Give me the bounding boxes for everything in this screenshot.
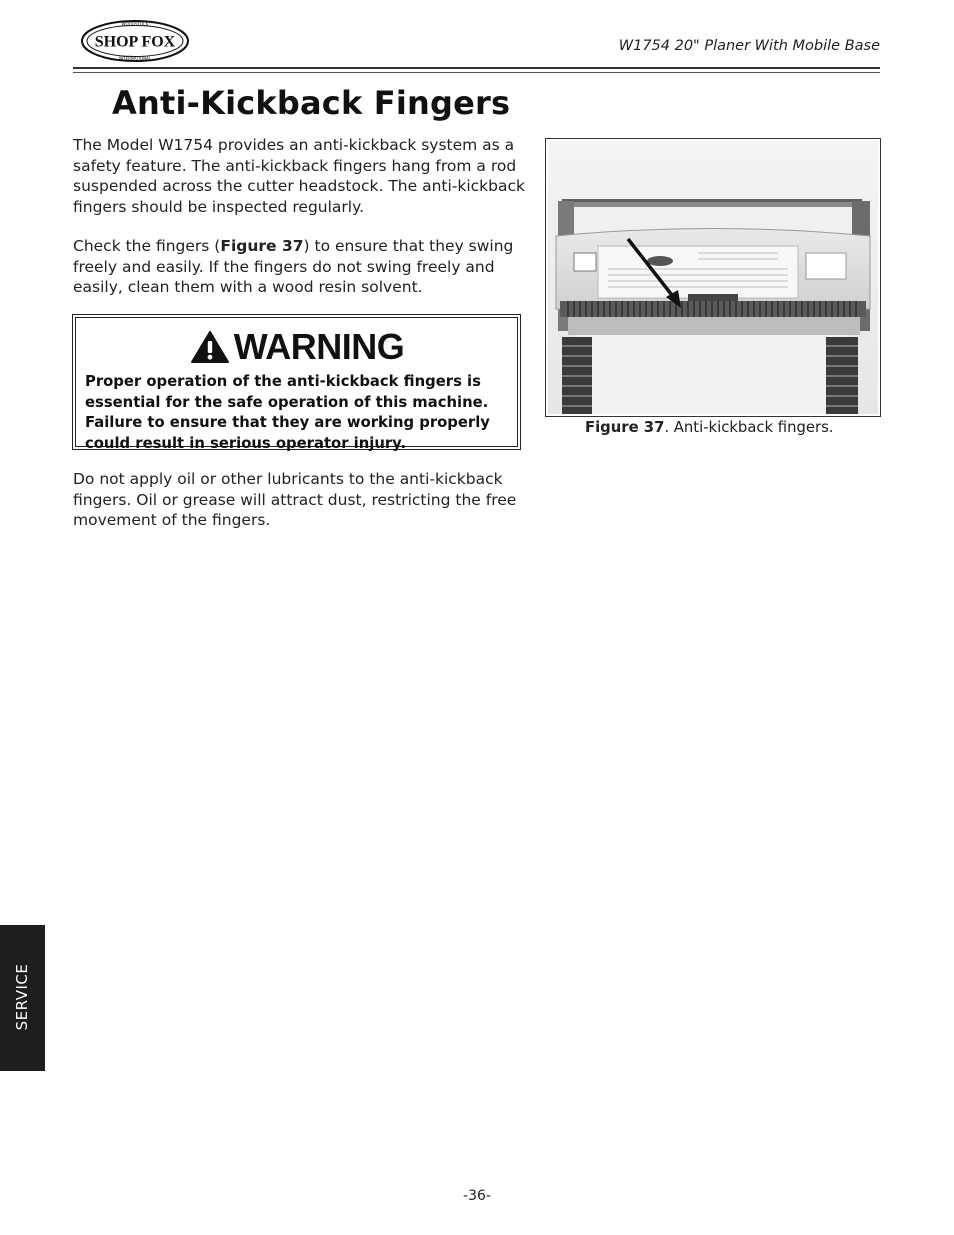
planer-photo bbox=[548, 141, 878, 414]
svg-text:SHOP FOX: SHOP FOX bbox=[94, 33, 176, 51]
check-text-after: ) to ensure that they swing freely and easily. If the fingers do not swing freely and easily, clean them with a wood resin solvent. bbox=[73, 237, 514, 296]
svg-text:WOODSTOCK: WOODSTOCK bbox=[121, 21, 149, 27]
page-number: -36- bbox=[463, 1188, 491, 1204]
header-rule bbox=[73, 67, 880, 69]
section-tab bbox=[0, 925, 45, 1071]
figure-reference: Figure 37 bbox=[220, 237, 304, 255]
header-rule-thin bbox=[73, 72, 880, 73]
warning-box-inner bbox=[75, 317, 518, 452]
intro-paragraph: The Model W1754 provides an anti-kickback system as a safety feature. The anti-kickback fingers hang from a rod suspended across the cutter headstock. The anti-kickback fingers should be inspected regularly. bbox=[73, 136, 525, 216]
figure-37-frame bbox=[545, 138, 881, 417]
figure-caption bbox=[585, 419, 834, 436]
lubricant-paragraph: Do not apply oil or other lubricants to the anti-kickback fingers. Oil or grease will attract dust, restricting the free movement of the fingers. bbox=[73, 470, 517, 529]
section-tab-label: SERVICE bbox=[13, 963, 31, 1031]
warning-heading: WARNING bbox=[233, 326, 405, 367]
warning-box bbox=[72, 314, 521, 450]
svg-text:INTERNATIONAL: INTERNATIONAL bbox=[118, 56, 152, 61]
figure-label: Figure 37 bbox=[585, 419, 665, 436]
warning-text: Proper operation of the anti-kickback fingers is essential for the safe operation of this machine. Failure to ensure that they are working properly could result in serious operator injury. bbox=[85, 373, 490, 452]
page-title: Anti-Kickback Fingers bbox=[112, 84, 511, 122]
warning-triangle-icon bbox=[190, 330, 230, 364]
header-title: W1754 20" Planer With Mobile Base bbox=[618, 38, 880, 54]
figure-caption-text: . Anti-kickback fingers. bbox=[664, 419, 834, 436]
check-paragraph bbox=[73, 236, 525, 298]
shop-fox-logo bbox=[80, 18, 190, 64]
warning-header bbox=[85, 326, 509, 368]
check-text-before: Check the fingers ( bbox=[73, 237, 221, 255]
